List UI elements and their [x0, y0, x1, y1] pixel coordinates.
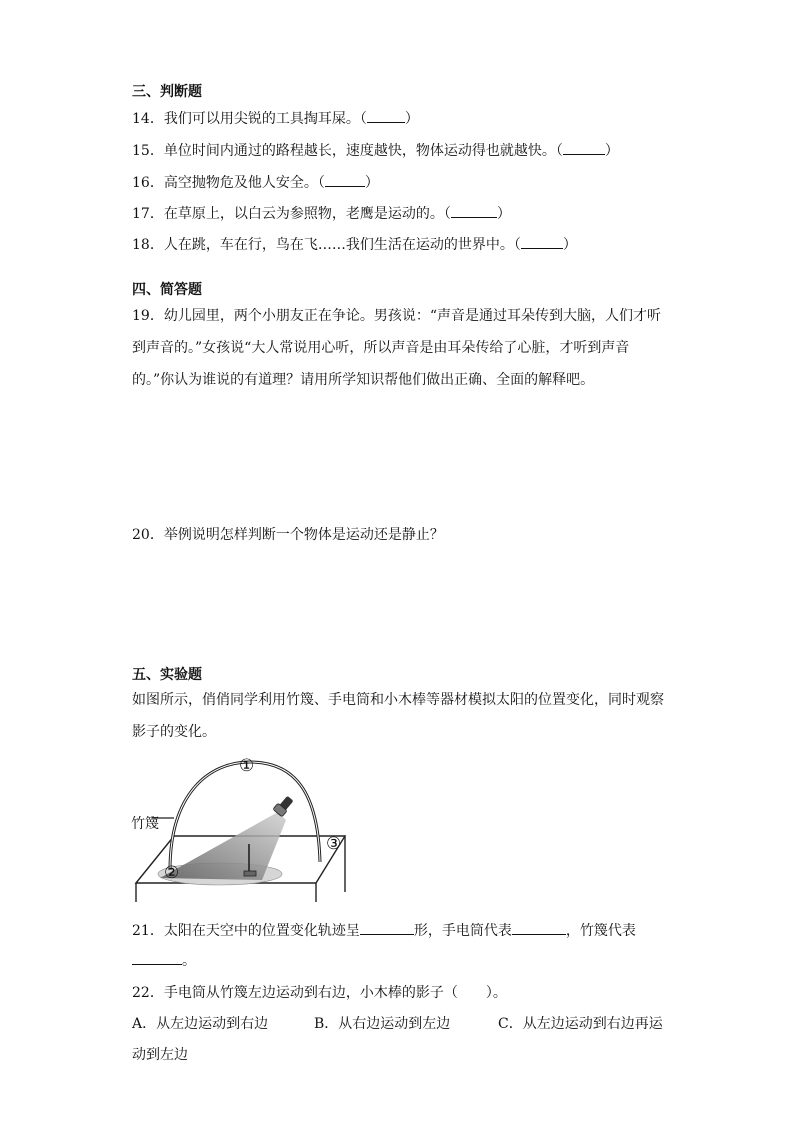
question-15-close: ）	[604, 143, 619, 159]
question-16-text: 16．高空抛物危及他人安全。（	[132, 175, 325, 191]
position-mark-2: ②	[164, 863, 180, 883]
experiment-figure	[130, 752, 360, 904]
stick-base	[244, 871, 256, 876]
question-20: 20．举例说明怎样判断一个物体是运动还是静止？	[132, 527, 444, 543]
answer-blank-17[interactable]	[451, 203, 497, 218]
question-22: 22．手电筒从竹篾左边运动到右边，小木棒的影子（ ）。	[132, 985, 507, 1001]
question-21-end: 。	[182, 953, 196, 969]
answer-blank-15[interactable]	[563, 140, 605, 155]
question-14-close: ）	[404, 111, 419, 127]
section-heading-short-answer: 四、简答题	[132, 282, 202, 298]
question-15	[132, 140, 619, 161]
section-heading-judgement: 三、判断题	[132, 84, 202, 100]
question-18-close: ）	[562, 237, 577, 253]
question-16	[132, 172, 379, 193]
answer-blank-21-shape[interactable]	[360, 920, 414, 935]
question-17-text: 17．在草原上，以白云为参照物，老鹰是运动的。（	[132, 206, 451, 222]
question-21-part-a: 21．太阳在天空中的位置变化轨迹呈	[132, 923, 360, 939]
position-mark-3: ③	[326, 834, 342, 854]
question-19-line-2: 到声音的。”女孩说“大人常说用心听，所以声音是由耳朵传给了心脏，才听到声音	[132, 340, 630, 356]
experiment-intro-line-1: 如图所示，俏俏同学利用竹篾、手电筒和小木棒等器材模拟太阳的位置变化，同时观察	[132, 692, 664, 708]
question-15-text: 15．单位时间内通过的路程越长，速度越快，物体运动得也就越快。（	[132, 143, 563, 159]
question-19-line-3: 的。”你认为谁说的有道理？请用所学知识帮他们做出正确、全面的解释吧。	[132, 372, 595, 388]
answer-blank-18[interactable]	[521, 234, 563, 249]
option-c[interactable]: C．从左边运动到右边再运	[498, 1016, 663, 1032]
question-21-part-c: ，竹篾代表	[565, 923, 636, 939]
question-21	[132, 920, 636, 941]
option-a[interactable]: A．从左边运动到右边	[132, 1016, 269, 1032]
question-17	[132, 203, 511, 224]
answer-blank-16[interactable]	[325, 172, 365, 187]
question-16-close: ）	[364, 175, 379, 191]
experiment-intro-line-2: 影子的变化。	[132, 724, 216, 740]
question-14	[132, 108, 419, 129]
option-b[interactable]: B．从右边运动到左边	[314, 1016, 451, 1032]
answer-blank-21-bamboo[interactable]	[132, 950, 182, 965]
label-bamboo: 竹篾	[131, 816, 159, 832]
question-18-text: 18．人在跳，车在行，鸟在飞……我们生活在运动的世界中。（	[132, 237, 521, 253]
question-18	[132, 234, 577, 255]
position-mark-1: ①	[239, 756, 255, 776]
option-c-continued: 动到左边	[132, 1047, 188, 1063]
question-17-close: ）	[496, 206, 511, 222]
answer-blank-14[interactable]	[367, 108, 405, 123]
answer-blank-21-flashlight[interactable]	[512, 920, 566, 935]
section-heading-experiment: 五、实验题	[132, 667, 202, 683]
question-21-line-2	[132, 950, 196, 971]
question-14-text: 14．我们可以用尖锐的工具掏耳屎。（	[132, 111, 367, 127]
question-19-line-1: 19．幼儿园里，两个小朋友正在争论。男孩说：“声音是通过耳朵传到大脑，人们才听	[132, 308, 661, 324]
question-21-part-b: 形，手电筒代表	[413, 923, 512, 939]
